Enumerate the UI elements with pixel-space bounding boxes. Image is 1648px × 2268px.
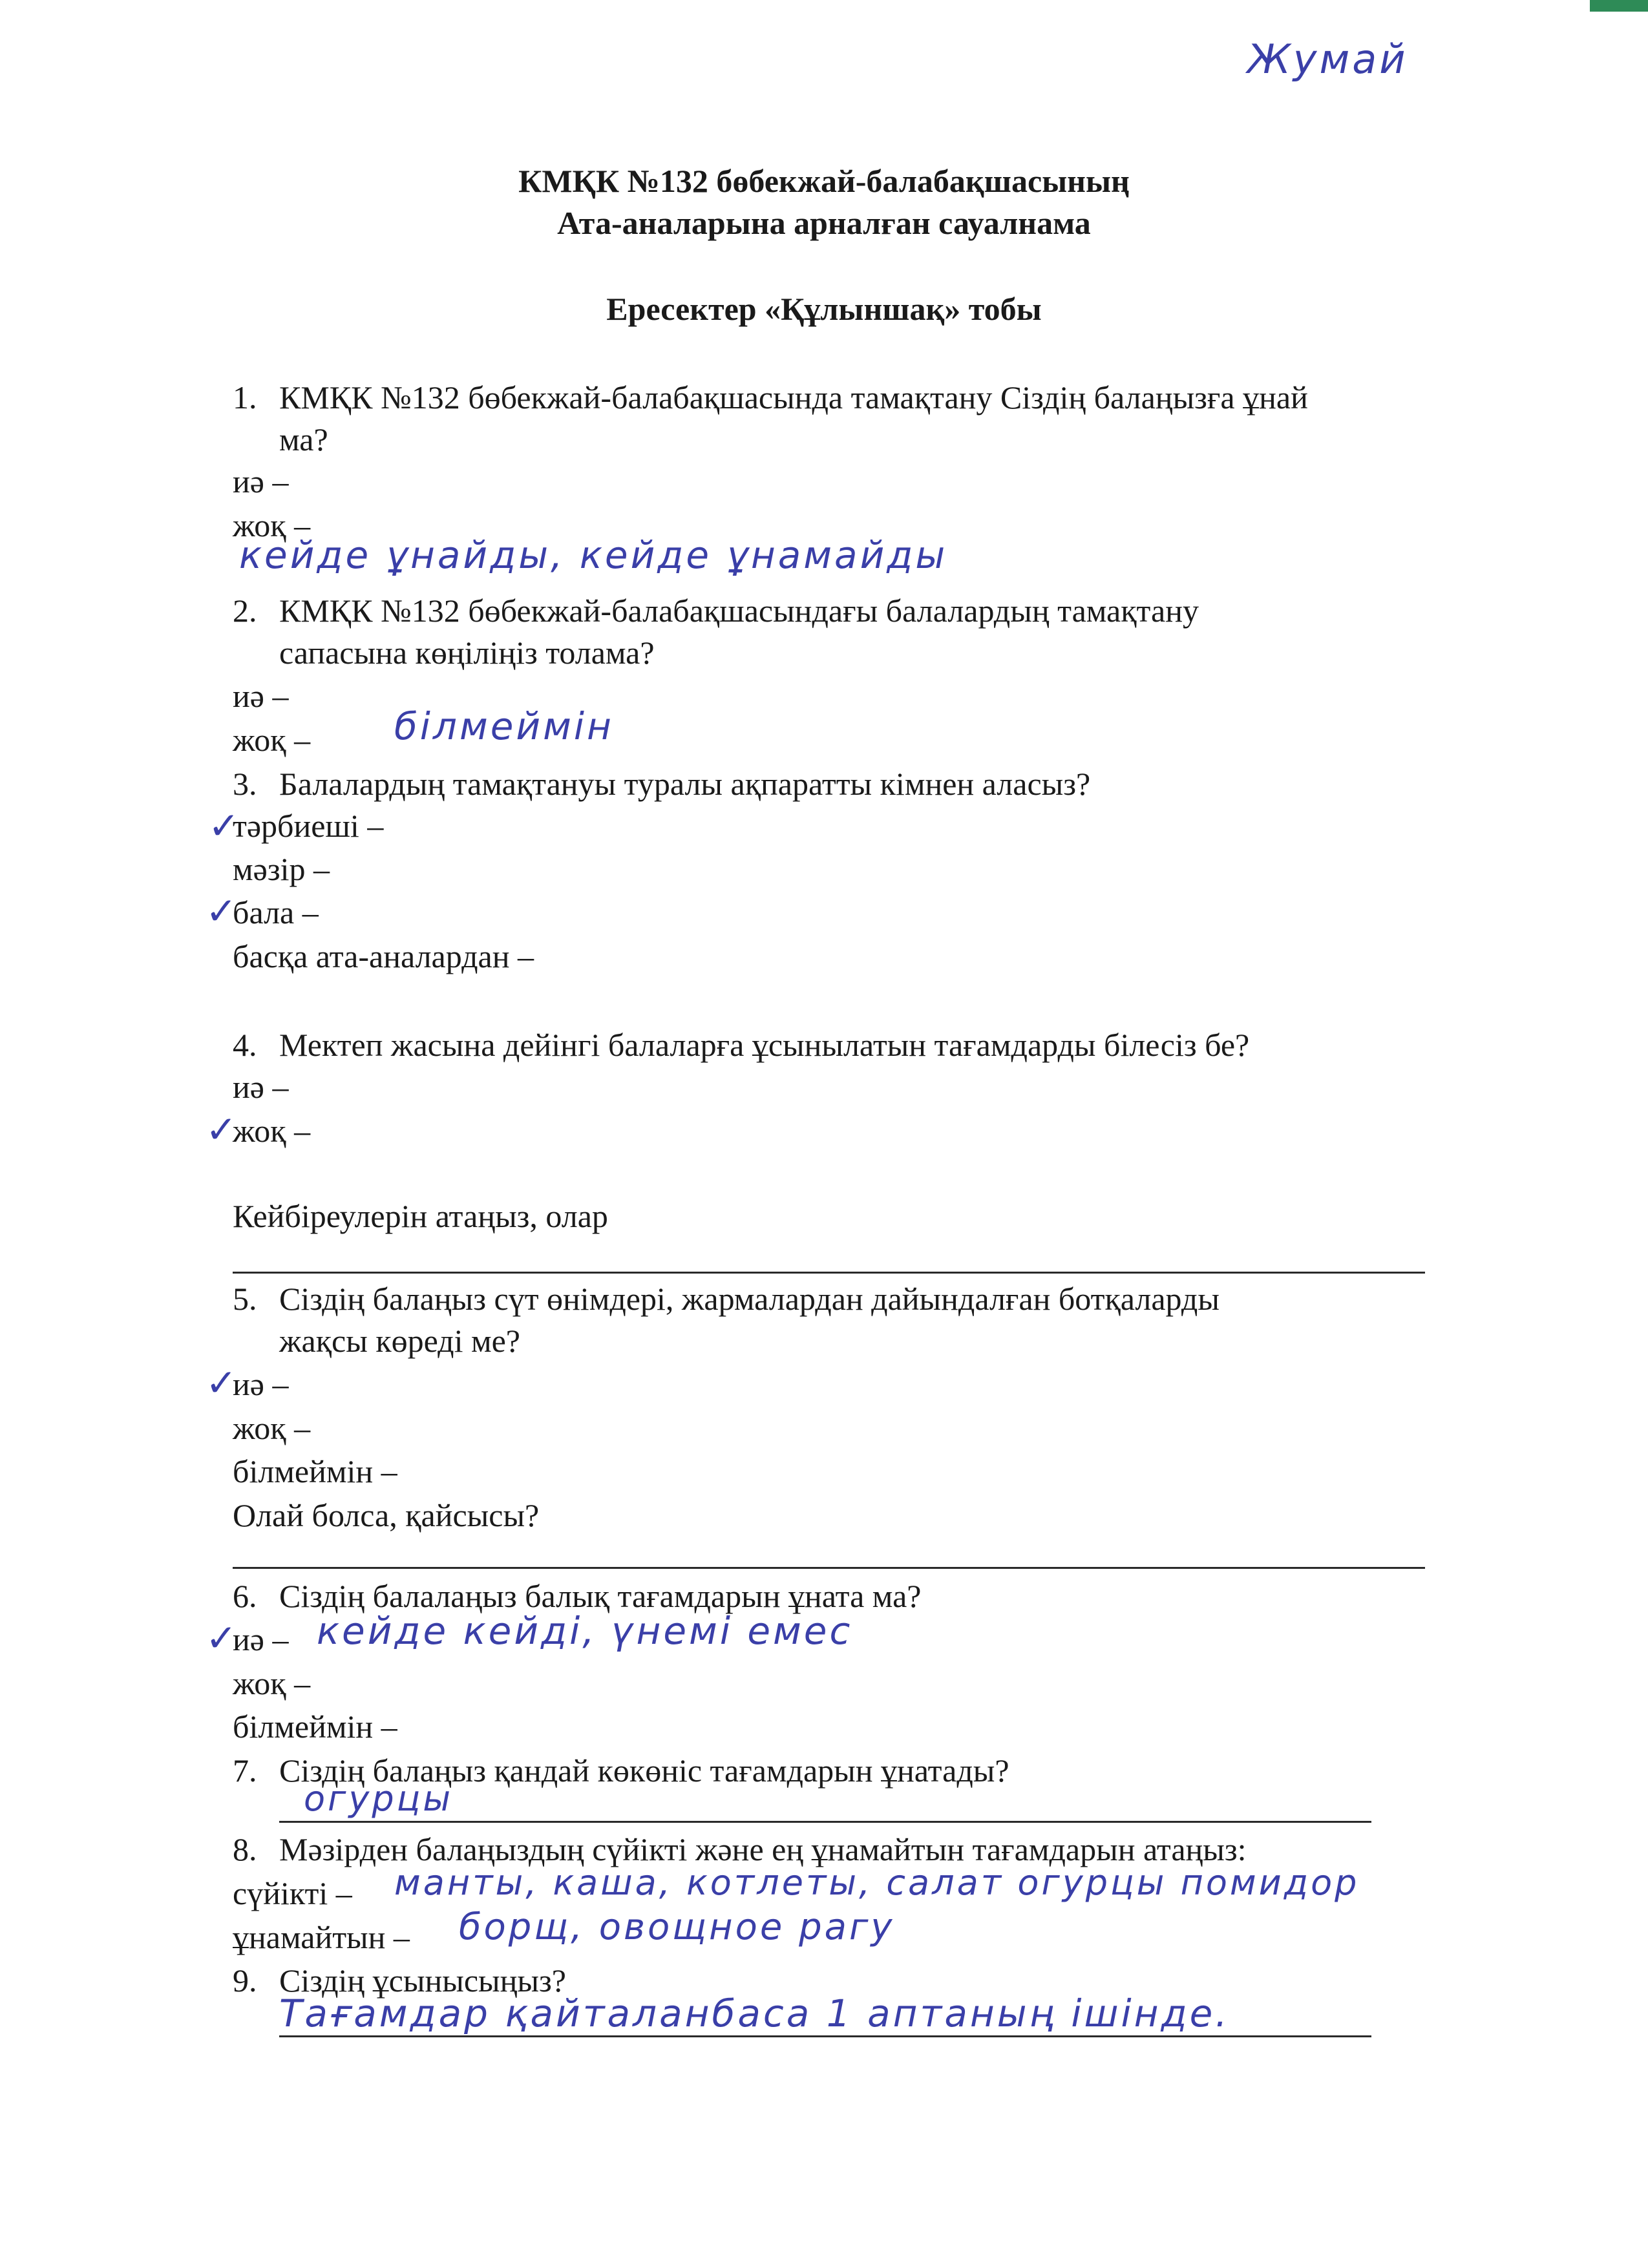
q5-option-yes: иә – xyxy=(233,1366,289,1402)
scan-corner-mark xyxy=(1590,0,1648,12)
q5-followup: Олай болса, қайсысы? xyxy=(233,1497,540,1533)
q3-option-other-parents: басқа ата-аналардан – xyxy=(233,938,534,974)
q6-text-line1: Сіздің балалаңыз балық тағамдарын ұната ма? xyxy=(279,1578,922,1614)
q3-option-menu: мәзір – xyxy=(233,851,330,887)
signature: Жумай xyxy=(1247,36,1408,83)
q5-answer-line xyxy=(233,1567,1425,1569)
q7-handwritten-answer: огурцы xyxy=(304,1778,454,1819)
q6-number: 6. xyxy=(233,1578,257,1614)
q5-text-line2: жақсы көреді ме? xyxy=(279,1323,520,1359)
q7-answer-line xyxy=(279,1821,1371,1823)
q4-number: 4. xyxy=(233,1027,257,1063)
q6-handwritten-answer: кейде кейді, үнемі емес xyxy=(317,1609,853,1653)
q1-option-yes: иә – xyxy=(233,463,289,499)
q3-text xyxy=(233,764,1090,803)
q9-text-line1: Сіздің ұсынысыңыз? xyxy=(279,1962,566,1999)
q6-option-unknown: білмеймін – xyxy=(233,1708,397,1745)
q5-check-yes: ✓ xyxy=(206,1361,237,1405)
q8-dislike-answer: борщ, овощное рагу xyxy=(459,1906,895,1948)
q8-text-line1: Мәзірден балаңыздың сүйікті және ең ұнамайтын тағамдарын атаңыз: xyxy=(279,1831,1247,1867)
q5-number: 5. xyxy=(233,1281,257,1317)
q1-text-line2: ма? xyxy=(279,421,328,457)
q1-handwritten-answer: кейде ұнайды, кейде ұнамайды xyxy=(239,533,948,577)
q8-dislike-label: ұнамайтын – xyxy=(233,1919,410,1955)
q8-favorite-label: сүйікті – xyxy=(233,1875,352,1911)
q7-text-line1: Сіздің балаңыз қандай көкөніс тағамдарын ұнатады? xyxy=(279,1752,1009,1789)
q6-option-yes: иә – xyxy=(233,1621,289,1657)
q3-check-1: ✓ xyxy=(208,804,240,848)
q4-option-no: жоқ – xyxy=(233,1113,311,1149)
q4-followup: Кейбіреулерін атаңыз, олар xyxy=(233,1198,608,1234)
q2-option-no: жоқ – xyxy=(233,722,311,758)
q4-text xyxy=(233,1025,1249,1064)
q2-handwritten-answer: білмеймін xyxy=(394,704,614,748)
q1-number: 1. xyxy=(233,379,257,415)
group-title: Ересектер «Құлыншақ» тобы xyxy=(606,291,1042,327)
q4-option-yes: иә – xyxy=(233,1069,289,1105)
title-line-2: Ата-аналарына арналған сауалнама xyxy=(557,205,1091,241)
q9-answer-line xyxy=(279,2035,1371,2037)
q9-number: 9. xyxy=(233,1962,257,1999)
q1-text-line1: КМҚК №132 бөбекжай-балабақшасында тамақтану Сіздің балаңызға ұнай xyxy=(279,379,1308,415)
q3-check-3: ✓ xyxy=(206,889,237,933)
q4-check-no: ✓ xyxy=(206,1108,237,1151)
q5-option-no: жоқ – xyxy=(233,1410,311,1446)
q8-number: 8. xyxy=(233,1831,257,1867)
q7-number: 7. xyxy=(233,1752,257,1789)
q5-text xyxy=(233,1279,1220,1318)
q1-option-no: жоқ – xyxy=(233,507,311,543)
q2-option-yes: иә – xyxy=(233,678,289,714)
q4-text-line1: Мектеп жасына дейінгі балаларға ұсынылатын тағамдарды білесіз бе? xyxy=(279,1027,1250,1063)
q3-number: 3. xyxy=(233,766,257,802)
q4-answer-line xyxy=(233,1272,1425,1274)
q3-text-line1: Балалардың тамақтануы туралы ақпаратты кімнен аласыз? xyxy=(279,766,1091,802)
title-line-1: КМҚК №132 бөбекжай-балабақшасының xyxy=(518,163,1130,199)
q5-text-line1: Сіздің балаңыз сүт өнімдері, жармалардан дайындалған ботқаларды xyxy=(279,1281,1220,1317)
q2-text xyxy=(233,591,1199,630)
q6-option-no: жоқ – xyxy=(233,1665,311,1701)
q6-check-yes: ✓ xyxy=(206,1616,237,1660)
q3-option-teacher: тәрбиеші – xyxy=(233,808,384,844)
q2-text-line2: сапасына көңіліңіз толама? xyxy=(279,635,655,671)
q5-option-unknown: білмеймін – xyxy=(233,1453,397,1489)
q2-number: 2. xyxy=(233,593,257,629)
q1-text xyxy=(233,378,1308,417)
q2-text-line1: КМҚК №132 бөбекжай-балабақшасындағы балалардың тамақтану xyxy=(279,593,1199,629)
q9-handwritten-answer: Тағамдар қайталанбаса 1 аптаның ішінде. xyxy=(279,1991,1230,2035)
q3-option-child: бала – xyxy=(233,894,319,930)
q8-favorite-answer: манты, каша, котлеты, салат огурцы помидор xyxy=(394,1862,1360,1903)
